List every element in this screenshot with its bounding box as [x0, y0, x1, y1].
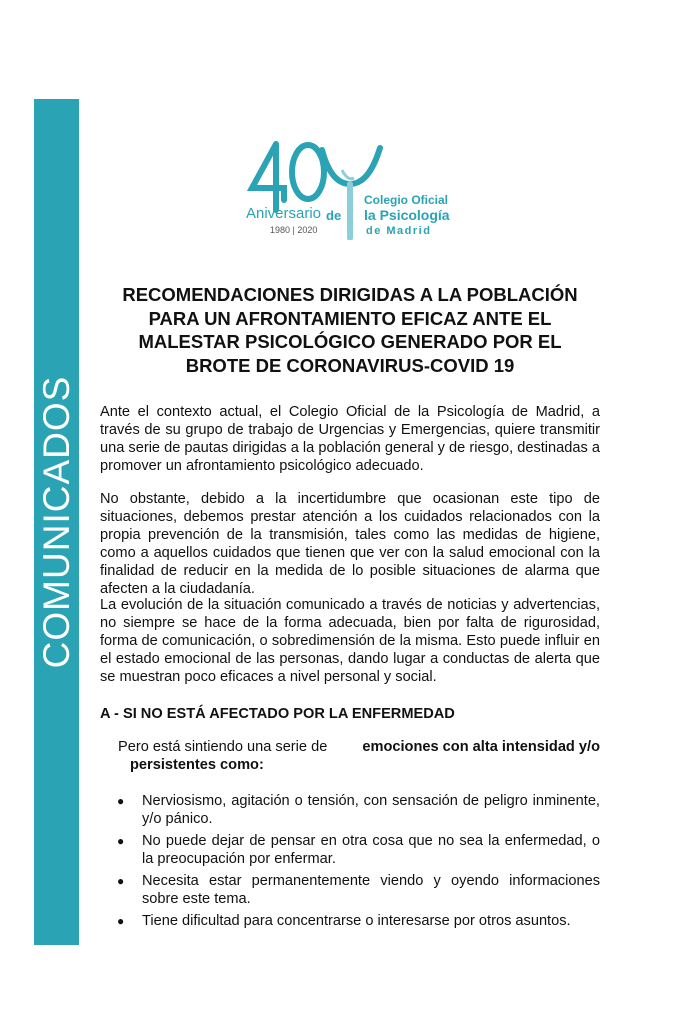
symptom-list — [100, 792, 600, 934]
logo-line-2: la Psicología — [364, 207, 450, 223]
sidebar-label: COMUNICADOS — [35, 375, 77, 669]
logo-years: 1980 | 2020 — [270, 225, 318, 235]
bullet-icon: ● — [117, 834, 125, 848]
logo-de: de — [326, 208, 342, 223]
list-item: ● No puede dejar de pensar en otra cosa que no sea la enfermedad, o la preocupación por enfermar. — [117, 833, 600, 867]
paragraph-uncertainty: No obstante, debido a la incertidumbre que ocasionan este tipo de situaciones, debemos prestar atención a los cuidados relacionados con la propia prevención de la transmisión, tales como las medidas de higiene, como a aquellos cuidados que tienen que ver con la salud emocional con la finalidad de reducir en la medida de lo posible situaciones de alarma que afecten a la ciudadanía. — [100, 491, 600, 597]
title-line: MALESTAR PSICOLÓGICO GENERADO POR EL — [138, 331, 562, 352]
title-line: BROTE DE CORONAVIRUS-COVID 19 — [185, 354, 515, 376]
document-title — [105, 283, 595, 377]
bullet-icon: ● — [117, 914, 125, 928]
section-a-intro — [118, 738, 600, 774]
section-a-heading: A - SI NO ESTÁ AFECTADO POR LA ENFERMEDAD — [100, 706, 455, 722]
intro-emphasis: emociones con alta intensidad y/o — [362, 739, 600, 755]
bullet-icon: ● — [117, 874, 125, 888]
title-line: PARA UN AFRONTAMIENTO EFICAZ ANTE EL — [148, 307, 552, 329]
logo-four-shape — [252, 144, 284, 210]
logo-aniversario: Aniversario — [246, 205, 322, 222]
list-item: ● Necesita estar permanentemente viendo y oyendo informaciones sobre este tema. — [117, 873, 600, 907]
intro-text: Pero está sintiendo una serie de — [118, 739, 328, 755]
logo-zero-shape — [292, 145, 324, 199]
paragraph-context: Ante el contexto actual, el Colegio Oficial de la Psicología de Madrid, a través de su grupo de trabajo de Urgencias y Emergencias, quiere transmitir una serie de pautas dirigidas a la población general y de riesgo, destinadas a promover un afrontamiento psicológico adecuado. — [100, 404, 600, 474]
list-item: ● Tiene dificultad para concentrarse o interesarse por otros asuntos. — [117, 913, 571, 929]
title-line: RECOMENDACIONES DIRIGIDAS A LA POBLACIÓN — [122, 284, 578, 305]
paragraph-evolution: La evolución de la situación comunicado a través de noticias y advertencias, no siempre se hace de la forma adecuada, bien por falta de rigurosidad, forma de comunicación, o sobredimensión de la misma. Esto puede influir en el estado emocional de las personas, dando lugar a conductas de alerta que se muestran poco eficaces a nivel personal y social. — [100, 597, 600, 685]
bullet-icon: ● — [117, 794, 125, 808]
sidebar-band — [34, 99, 79, 945]
logo-line-1: Colegio Oficial — [364, 193, 449, 207]
colegio-40-aniversario-logo — [246, 140, 461, 240]
intro-emphasis-continued: persistentes como: — [130, 757, 264, 773]
list-item: ● Nerviosismo, agitación o tensión, con sensación de peligro inminente, y/o pánico. — [117, 793, 600, 827]
logo-line-3: de Madrid — [366, 225, 432, 237]
